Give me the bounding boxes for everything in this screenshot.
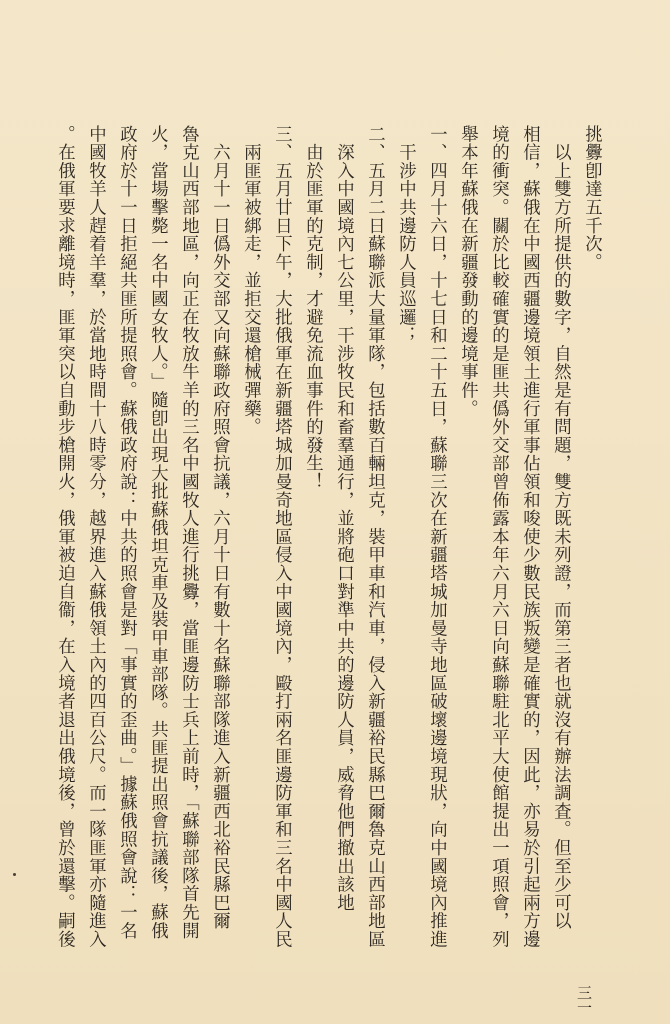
text-line-4: 境的衝突。關於比較確實的是匪共僞外交部曾佈露本年六月六日向蘇聯駐北平大使館提出一項照會，列 (488, 125, 509, 949)
text-line-9: 深入中國境內七公里，干涉牧民和畜羣通行，並將砲口對準中共的邊防人員，威脅他們撤出該地 (333, 125, 354, 912)
text-line-2: 以上雙方所提供的數字，自然是有問題，雙方既未列證，而第三者也就沒有辦法調査。但至少可以 (550, 125, 571, 931)
text-line-5: 舉本年蘇俄在新疆發動的邊境事件。 (457, 125, 478, 418)
text-line-16: 政府於十一日拒絕共匪所提照會。蘇俄政府說：中共的照會是對「事實的歪曲。」據蘇俄照會說：一名 (116, 125, 137, 940)
text-line-1: 挑釁卽達五千次。 (581, 125, 602, 272)
text-line-12: 兩匪軍被綁走，並拒交還槍械彈藥。 (240, 125, 261, 437)
text-line-18: 。在俄軍要求離境時，匪軍突以自動步槍開火，俄軍被迫自衞，在入境者退出俄境後，曾於還擊。嗣後 (54, 125, 75, 949)
text-line-10: 由於匪軍的克制，才避免流血事件的發生！ (302, 125, 323, 491)
text-line-11: 三、五月廿日下午，大批俄軍在新疆塔城加曼奇地區侵入中國境內，毆打兩名匪邊防軍和三名中國人民 (271, 125, 292, 949)
text-line-14: 魯克山西部地區，向正在牧放牛羊的三名中國牧人進行挑釁，當匪邊防士兵上前時，「蘇聯部隊首先開 (178, 125, 199, 940)
text-line-8: 二、五月二日蘇聯派大量軍隊，包括數百輛坦克，裝甲車和汽車，侵入新疆裕民縣巴爾魯克山西部地區 (364, 125, 385, 949)
text-line-15: 火，當場擊斃一名中國女牧人。」隨卽出現大批蘇俄坦克車及裝甲車部隊。共匪提出照會抗議後，蘇俄 (147, 125, 168, 940)
text-line-7: 干涉中共邊防人員巡邏； (395, 125, 416, 345)
text-line-6: 一、四月十六日，十七日和二十五日，蘇聯三次在新疆塔城加曼寺地區破壞邊境現狀，向中國境內推進 (426, 125, 447, 949)
page-number: 三一 (575, 985, 593, 1015)
text-line-17: 中國牧羊人趕着羊羣，於當地時間十八時零分，越界進入蘇俄領土內的四百公尺。而一隊匪軍亦隨進入 (85, 125, 106, 949)
text-line-13: 六月十一日僞外交部又向蘇聯政府照會抗議，六月十日有數十名蘇聯部隊進入新疆西北裕民縣巴爾 (209, 125, 230, 931)
text-line-3: 相信，蘇俄在中國西疆邊境領土進行軍事佔領和唆使少數民族叛變是確實的，因此，亦易於引起兩方邊 (519, 125, 540, 949)
ink-speck (13, 873, 16, 876)
